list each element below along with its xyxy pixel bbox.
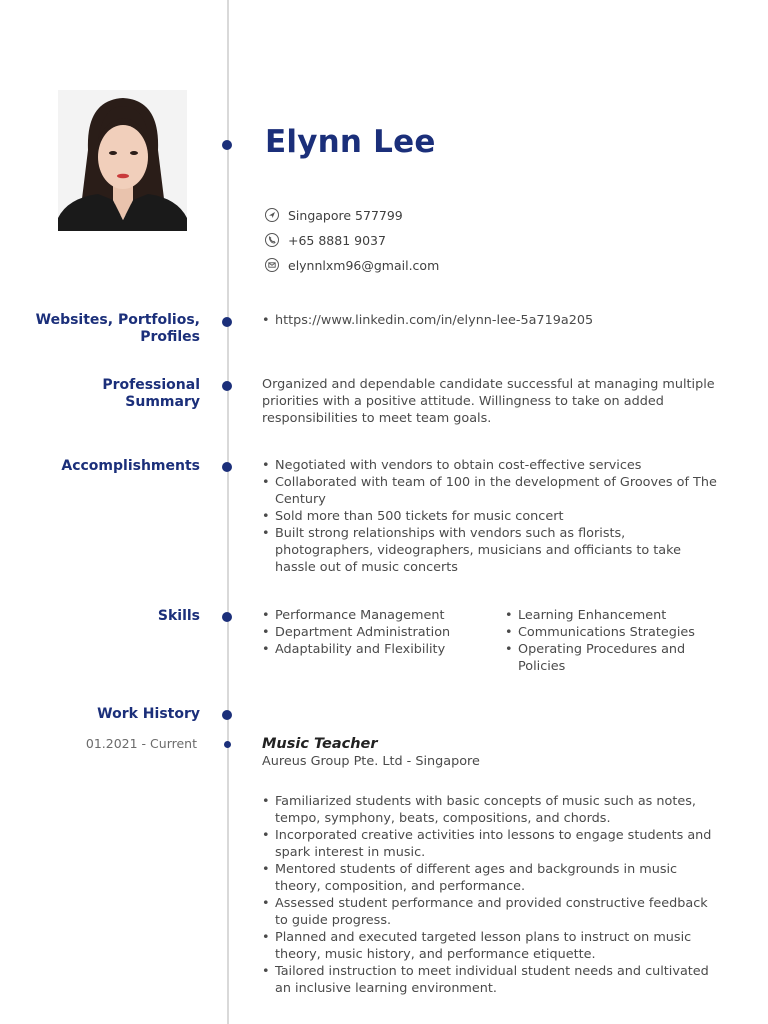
list-item: • Mentored students of different ages and backgrounds in music theory, composition, and performance. — [262, 861, 722, 895]
job-entry — [262, 735, 722, 997]
list-item: • Familiarized students with basic concepts of music such as notes, tempo, symphony, beats, compositions, and chords. — [262, 793, 722, 827]
skill-item: • Communications Strategies — [505, 624, 695, 641]
address-text: Singapore 577799 — [288, 207, 403, 223]
timeline-dot-websites — [222, 317, 232, 327]
timeline-line — [227, 0, 229, 1024]
phone-text: +65 8881 9037 — [288, 232, 386, 248]
timeline-dot-job — [224, 741, 231, 748]
list-item: • Sold more than 500 tickets for music concert — [262, 508, 722, 525]
list-item: • Tailored instruction to meet individual student needs and cultivated an inclusive learning environment. — [262, 963, 722, 997]
contact-email[interactable] — [264, 256, 439, 274]
skills-content — [262, 607, 722, 675]
section-label-line: Summary — [125, 394, 200, 410]
job-dates: 01.2021 - Current — [85, 736, 197, 751]
list-item: • Built strong relationships with vendors such as florists, photographers, videographers, musicians and officiants to take hassle out of music concerts — [262, 525, 722, 576]
timeline-dot-summary — [222, 381, 232, 391]
section-label-skills: Skills — [157, 608, 200, 624]
contact-phone — [264, 231, 386, 249]
timeline-dot-skills — [222, 612, 232, 622]
skill-item: • Department Administration — [262, 624, 505, 641]
skill-item: • Performance Management — [262, 607, 505, 624]
list-item: • Collaborated with team of 100 in the development of Grooves of The Century — [262, 474, 722, 508]
location-arrow-icon — [264, 207, 280, 223]
skill-item: • Operating Procedures and Policies — [505, 641, 695, 675]
timeline-dot-work-history — [222, 710, 232, 720]
accomplishments-content — [262, 457, 722, 576]
summary-text: Organized and dependable candidate successful at managing multiple priorities with a positive attitude. Willingness to take on added responsibilities to meet team goals. — [262, 377, 715, 426]
list-item: • Incorporated creative activities into lessons to engage students and spark interest in music. — [262, 827, 722, 861]
contact-address — [264, 206, 403, 224]
skill-item: • Adaptability and Flexibility — [262, 641, 505, 658]
section-label-line: Websites, Portfolios, — [35, 312, 200, 328]
list-item: • Assessed student performance and provided constructive feedback to guide progress. — [262, 895, 722, 929]
timeline-dot-name — [222, 140, 232, 150]
email-icon — [264, 257, 280, 273]
section-label-line: Profiles — [140, 329, 200, 345]
list-item: • Planned and executed targeted lesson plans to instruct on music theory, music history, and performance etiquette. — [262, 929, 722, 963]
profile-photo — [58, 90, 187, 231]
websites-content — [262, 312, 722, 329]
phone-icon — [264, 232, 280, 248]
section-label-work-history: Work History — [97, 706, 200, 722]
section-label-websites — [36, 312, 200, 346]
timeline-dot-accomplishments — [222, 462, 232, 472]
section-label-summary — [102, 377, 200, 411]
section-label-accomplishments: Accomplishments — [61, 458, 200, 474]
skills-column-2 — [505, 607, 695, 675]
skills-column-1 — [262, 607, 505, 675]
website-link[interactable]: • https://www.linkedin.com/in/elynn-lee-5a719a205 — [262, 312, 722, 329]
job-title: Music Teacher — [262, 736, 378, 752]
email-text[interactable]: elynnlxm96@gmail.com — [288, 257, 440, 273]
job-duties — [262, 793, 722, 997]
section-label-line: Professional — [102, 377, 200, 393]
skill-item: • Learning Enhancement — [505, 607, 695, 624]
candidate-name: Elynn Lee — [265, 124, 436, 160]
job-company: Aureus Group Pte. Ltd - Singapore — [262, 754, 480, 769]
list-item: • Negotiated with vendors to obtain cost-effective services — [262, 457, 722, 474]
